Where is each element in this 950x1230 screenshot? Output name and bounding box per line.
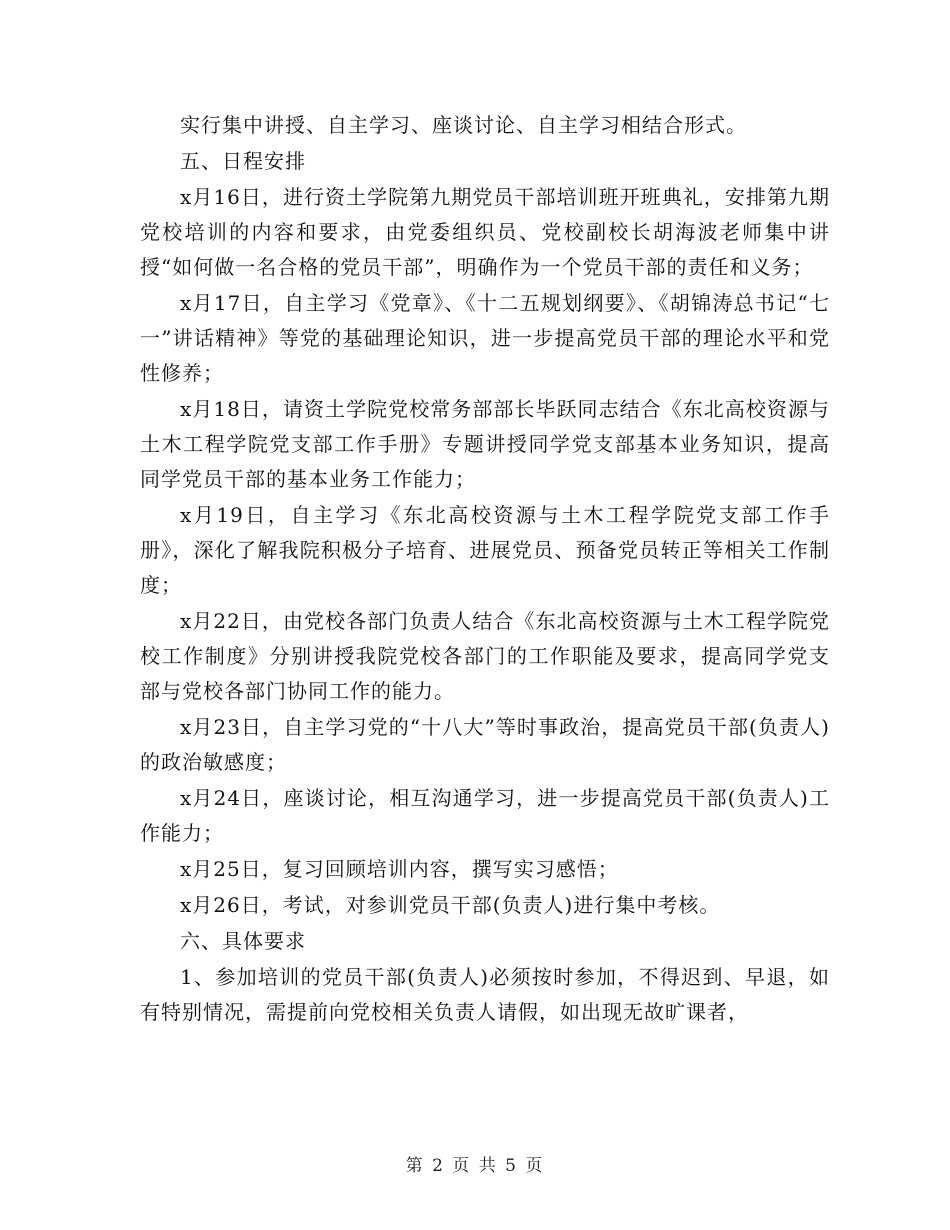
- paragraph-day-25: x月25日，复习回顾培训内容，撰写实习感悟；: [180, 857, 619, 881]
- paragraph-day-22: x月22日，由党校各部门负责人结合《东北高校资源与土木工程学院党校工作制度》分别讲授我院党校各部门的工作职能及要求，提高同学党支部与党校各部门协同工作的能力。: [140, 609, 830, 703]
- document-body: [140, 108, 830, 1031]
- paragraph-day-18: x月18日，请资土学院党校常务部部长毕跃同志结合《东北高校资源与土木工程学院党支部工作手册》专题讲授同学党支部基本业务知识，提高同学党员干部的基本业务工作能力；: [140, 397, 830, 491]
- paragraph-day-24: x月24日，座谈讨论，相互沟通学习，进一步提高党员干部(负责人)工作能力；: [140, 786, 830, 845]
- paragraph-day-16: x月16日，进行资土学院第九期党员干部培训班开班典礼，安排第九期党校培训的内容和要求，由党委组织员、党校副校长胡海波老师集中讲授“如何做一名合格的党员干部”，明确作为一个党员干部的责任和义务；: [140, 185, 830, 279]
- section-heading-requirements: 六、具体要求: [180, 929, 306, 953]
- paragraph-day-23: x月23日，自主学习党的“十八大”等时事政治，提高党员干部(负责人)的政治敏感度；: [140, 715, 830, 774]
- paragraph-day-26: x月26日，考试，对参训党员干部(负责人)进行集中考核。: [180, 893, 721, 917]
- page-number-footer: 第 2 页 共 5 页: [405, 1156, 545, 1176]
- paragraph-requirement-1: 1、参加培训的党员干部(负责人)必须按时参加，不得迟到、早退，如有特别情况，需提前向党校相关负责人请假，如出现无故旷课者，: [140, 965, 830, 1024]
- paragraph-day-17: x月17日，自主学习《党章》、《十二五规划纲要》、《胡锦涛总书记“七一”讲话精神》等党的基础理论知识，进一步提高党员干部的理论水平和党性修养；: [140, 291, 830, 385]
- paragraph-day-19: x月19日，自主学习《东北高校资源与土木工程学院党支部工作手册》，深化了解我院积极分子培育、进展党员、预备党员转正等相关工作制度；: [140, 503, 830, 597]
- paragraph-intro: 实行集中讲授、自主学习、座谈讨论、自主学习相结合形式。: [180, 113, 747, 137]
- section-heading-schedule: 五、日程安排: [180, 149, 306, 173]
